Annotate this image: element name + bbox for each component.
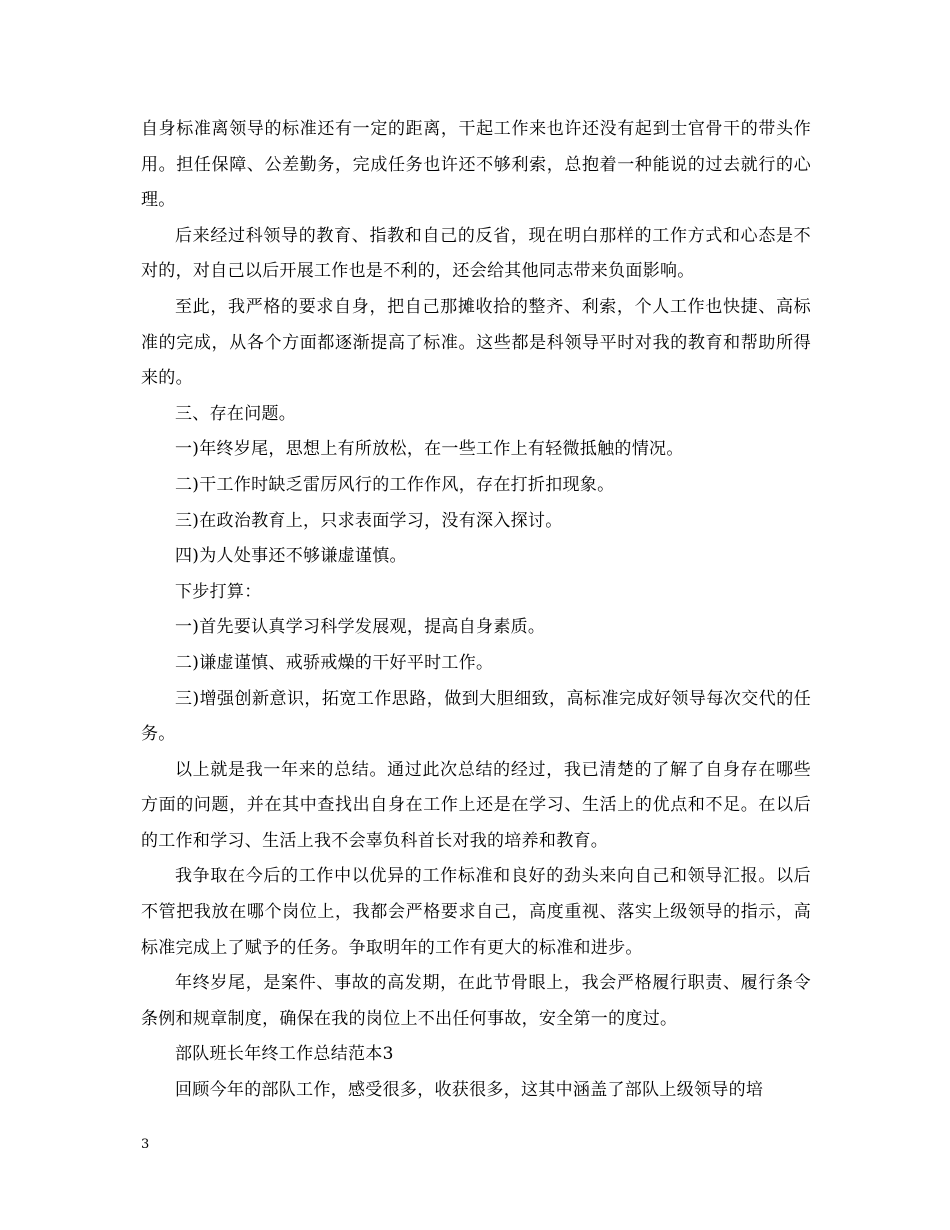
document-body: [141, 112, 811, 1109]
paragraph: 至此，我严格的要求自身，把自己那摊收拾的整齐、利索，个人工作也快捷、高标准的完成，从各个方面都逐渐提高了标准。这些都是科领导平时对我的教育和帮助所得来的。: [141, 296, 811, 389]
paragraph: 我争取在今后的工作中以优异的工作标准和良好的劲头来向自己和领导汇报。以后不管把我放在哪个岗位上，我都会严格要求自己，高度重视、落实上级领导的指示，高标准完成上了赋予的任务。争取明年的工作有更大的标准和进步。: [141, 866, 811, 958]
list-item: 二)谦虚谨慎、戒骄戒燥的干好平时工作。: [175, 652, 494, 673]
document-subtitle: 部队班长年终工作总结范本3: [175, 1044, 394, 1065]
section-heading: 下步打算：: [175, 581, 262, 602]
paragraph: 年终岁尾，是案件、事故的高发期，在此节骨眼上，我会严格履行职责、履行条令条例和规章制度，确保在我的岗位上不出任何事故，安全第一的度过。: [141, 973, 811, 1029]
list-item: 三)在政治教育上，只求表面学习，没有深入探讨。: [175, 510, 563, 531]
page-number: 3: [141, 1137, 150, 1152]
paragraph: 回顾今年的部队工作，感受很多，收获很多，这其中涵盖了部队上级领导的培: [175, 1080, 764, 1101]
paragraph: 以上就是我一年来的总结。通过此次总结的经过，我已清楚的了解了自身存在哪些方面的问题，并在其中查找出自身在工作上还是在学习、生活上的优点和不足。在以后的工作和学习、生活上我不会辜负科首长对我的培养和教育。: [141, 759, 811, 851]
list-item: 一)年终岁尾，思想上有所放松，在一些工作上有轻微抵触的情况。: [175, 439, 684, 460]
list-item: 三)增强创新意识，拓宽工作思路，做到大胆细致，高标准完成好领导每次交代的任务。: [141, 688, 811, 745]
list-item: 一)首先要认真学习科学发展观，提高自身素质。: [175, 617, 546, 638]
section-heading: 三、存在问题。: [175, 403, 297, 424]
paragraph: 后来经过科领导的教育、指教和自己的反省，现在明白那样的工作方式和心态是不对的，对自己以后开展工作也是不利的，还会给其他同志带来负面影响。: [141, 225, 811, 282]
list-item: 二)干工作时缺乏雷厉风行的工作作风，存在打折扣现象。: [175, 474, 615, 495]
list-item: 四)为人处事还不够谦虚谨慎。: [175, 546, 407, 567]
paragraph: 自身标准离领导的标准还有一定的距离，干起工作来也许还没有起到士官骨干的带头作用。担任保障、公差勤务，完成任务也许还不够利索，总抱着一种能说的过去就行的心理。: [141, 119, 811, 211]
